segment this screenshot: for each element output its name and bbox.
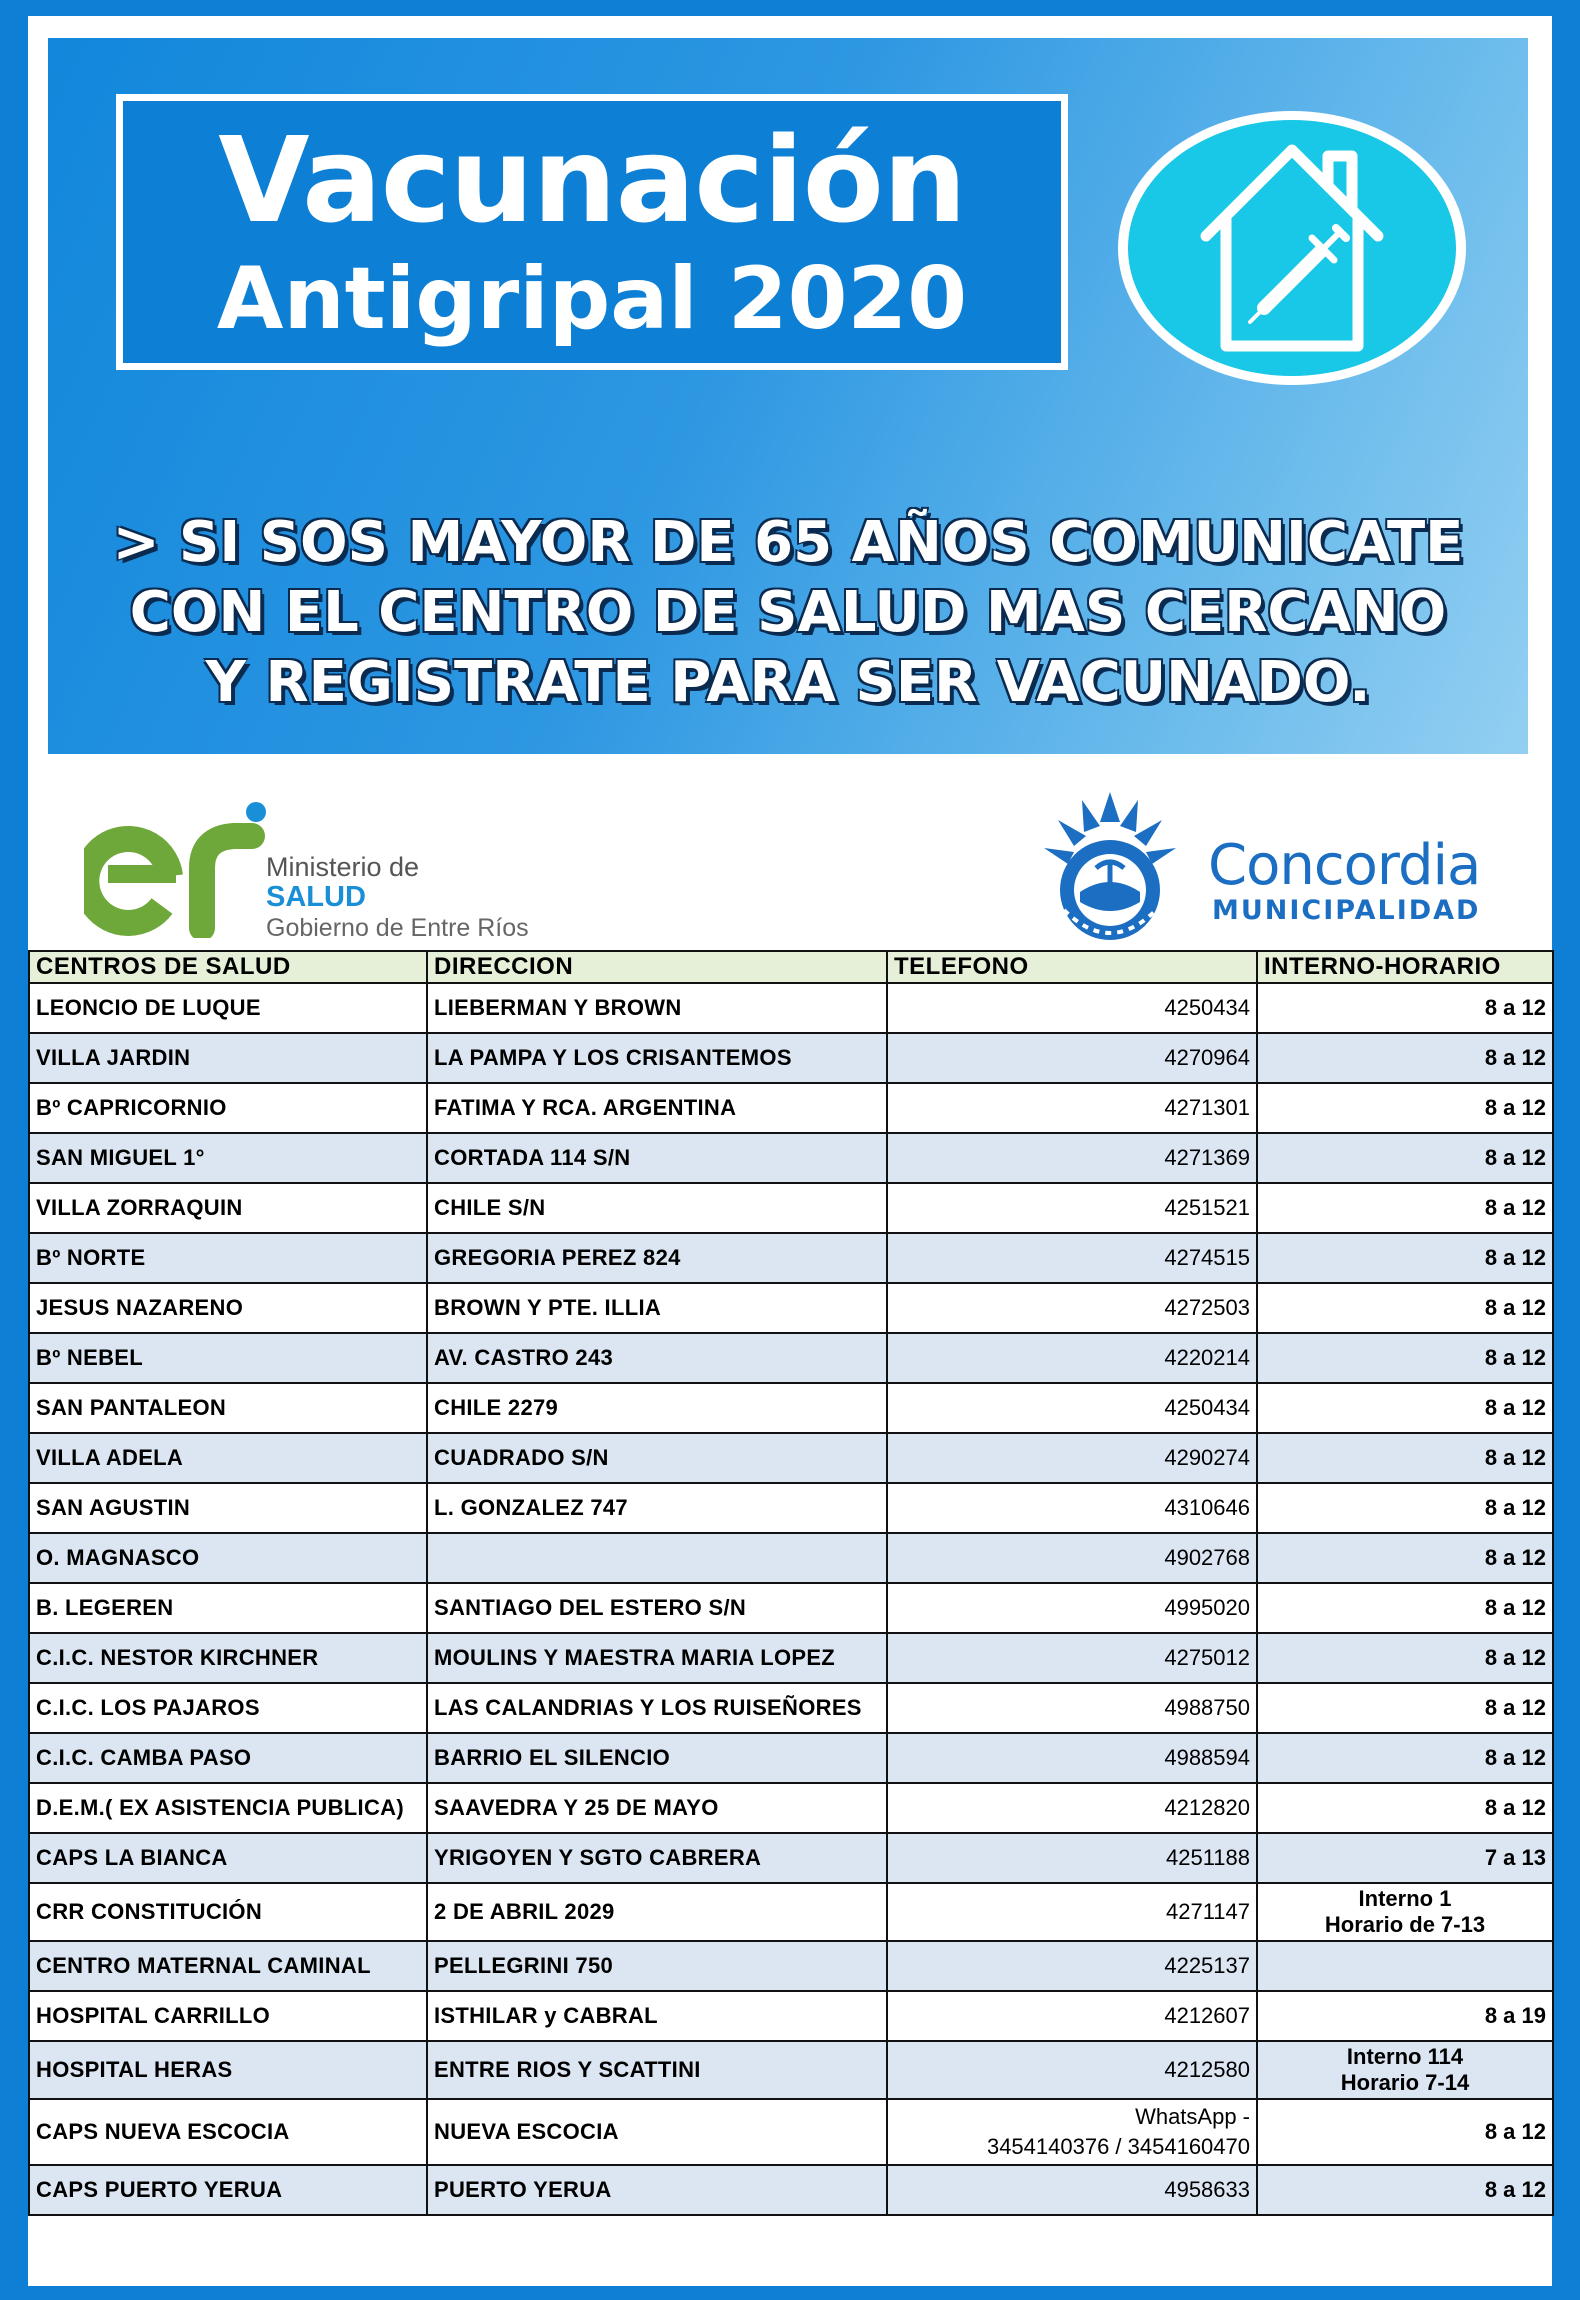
center-address: ENTRE RIOS Y SCATTINI [427, 2041, 887, 2099]
table-row [29, 1883, 1553, 1941]
center-name: C.I.C. LOS PAJAROS [29, 1683, 427, 1733]
center-address: SAAVEDRA Y 25 DE MAYO [427, 1783, 887, 1833]
ministry-line3: Gobierno de Entre Ríos [266, 914, 529, 942]
table-row [29, 1733, 1553, 1783]
center-phone: 4251521 [887, 1183, 1257, 1233]
center-phone: 4271301 [887, 1083, 1257, 1133]
table-row [29, 1333, 1553, 1383]
center-hours [1257, 2041, 1553, 2099]
center-hours: 8 a 12 [1257, 1733, 1553, 1783]
center-hours: 8 a 12 [1257, 983, 1553, 1033]
center-name: CAPS LA BIANCA [29, 1833, 427, 1883]
table-row [29, 1533, 1553, 1583]
center-address: YRIGOYEN Y SGTO CABRERA [427, 1833, 887, 1883]
center-address: SANTIAGO DEL ESTERO S/N [427, 1583, 887, 1633]
center-address [427, 1533, 887, 1583]
header-telefono: TELEFONO [887, 951, 1257, 983]
table-row [29, 1183, 1553, 1233]
center-phone: 4220214 [887, 1333, 1257, 1383]
center-name: LEONCIO DE LUQUE [29, 983, 427, 1033]
center-hours: 8 a 12 [1257, 1433, 1553, 1483]
table-row [29, 2099, 1553, 2165]
table-row [29, 1083, 1553, 1133]
table-row [29, 1941, 1553, 1991]
center-name: C.I.C. NESTOR KIRCHNER [29, 1633, 427, 1683]
center-phone: 4271369 [887, 1133, 1257, 1183]
municipality-sub: MUNICIPALIDAD [1212, 895, 1481, 926]
center-phone: 4310646 [887, 1483, 1257, 1533]
center-hours: 8 a 19 [1257, 1991, 1553, 2041]
center-address: NUEVA ESCOCIA [427, 2099, 887, 2165]
center-address: LIEBERMAN Y BROWN [427, 983, 887, 1033]
center-hours: 8 a 12 [1257, 1083, 1553, 1133]
table-row [29, 1033, 1553, 1083]
table-row [29, 1833, 1553, 1883]
header-direccion: DIRECCION [427, 951, 887, 983]
house-syringe-icon [1114, 108, 1470, 388]
center-address: MOULINS Y MAESTRA MARIA LOPEZ [427, 1633, 887, 1683]
slogan-line: Y REGISTRATE PARA SER VACUNADO. [205, 650, 1371, 715]
municipality-text [1208, 833, 1481, 926]
center-address: 2 DE ABRIL 2029 [427, 1883, 887, 1941]
center-phone: 4988750 [887, 1683, 1257, 1733]
center-interno: Interno 114 [1346, 2044, 1464, 2069]
center-interno: Interno 1 [1358, 1886, 1452, 1911]
center-phone: 4225137 [887, 1941, 1257, 1991]
health-centers-table [28, 950, 1554, 2216]
center-phone [887, 2099, 1257, 2165]
concordia-seal-icon [1042, 792, 1178, 944]
center-address: FATIMA Y RCA. ARGENTINA [427, 1083, 887, 1133]
center-address: PELLEGRINI 750 [427, 1941, 887, 1991]
center-hours: 8 a 12 [1257, 2165, 1553, 2215]
center-name: Bº NEBEL [29, 1333, 427, 1383]
center-hours: 8 a 12 [1257, 1533, 1553, 1583]
center-name: VILLA JARDIN [29, 1033, 427, 1083]
table-row [29, 1991, 1553, 2041]
center-address: GREGORIA PEREZ 824 [427, 1233, 887, 1283]
center-hours: 8 a 12 [1257, 1283, 1553, 1333]
center-address: AV. CASTRO 243 [427, 1333, 887, 1383]
center-name: C.I.C. CAMBA PASO [29, 1733, 427, 1783]
title-box [116, 94, 1068, 370]
table-header-row [29, 951, 1553, 983]
header-interno-horario: INTERNO-HORARIO [1257, 951, 1553, 983]
center-hours [1257, 1883, 1553, 1941]
center-hours: 8 a 12 [1257, 1583, 1553, 1633]
center-hours: 8 a 12 [1257, 1683, 1553, 1733]
center-address: LA PAMPA Y LOS CRISANTEMOS [427, 1033, 887, 1083]
table-row [29, 1433, 1553, 1483]
center-phone: 4212580 [887, 2041, 1257, 2099]
title-line1: Vacunación [218, 111, 966, 249]
center-horario: Horario 7-14 [1340, 2070, 1470, 2095]
slogan [48, 508, 1528, 718]
municipality-name: Concordia [1208, 833, 1481, 898]
table-row [29, 1133, 1553, 1183]
center-name: Bº CAPRICORNIO [29, 1083, 427, 1133]
center-address: PUERTO YERUA [427, 2165, 887, 2215]
table-row [29, 983, 1553, 1033]
center-name: Bº NORTE [29, 1233, 427, 1283]
center-hours: 8 a 12 [1257, 1133, 1553, 1183]
center-phone: 4958633 [887, 2165, 1257, 2215]
center-address: BROWN Y PTE. ILLIA [427, 1283, 887, 1333]
title-line2: Antigripal 2020 [216, 249, 968, 349]
center-phone: 4274515 [887, 1233, 1257, 1283]
center-phone-line2: 3454140376 / 3454160470 [986, 2134, 1250, 2159]
center-hours [1257, 1941, 1553, 1991]
center-phone: 4270964 [887, 1033, 1257, 1083]
slogan-line: > SI SOS MAYOR DE 65 AÑOS COMUNICATE [112, 510, 1464, 575]
center-hours: 8 a 12 [1257, 1783, 1553, 1833]
logos-row [28, 756, 1552, 956]
table-row [29, 1383, 1553, 1433]
banner [48, 38, 1528, 754]
center-phone: 4988594 [887, 1733, 1257, 1783]
ministry-er-logo-icon [84, 798, 284, 938]
center-name: B. LEGEREN [29, 1583, 427, 1633]
center-phone: 4271147 [887, 1883, 1257, 1941]
center-name: CAPS PUERTO YERUA [29, 2165, 427, 2215]
table-row [29, 1783, 1553, 1833]
ministry-text [266, 852, 529, 944]
center-hours: 8 a 12 [1257, 1233, 1553, 1283]
center-name: JESUS NAZARENO [29, 1283, 427, 1333]
center-hours: 7 a 13 [1257, 1833, 1553, 1883]
center-name: CRR CONSTITUCIÓN [29, 1883, 427, 1941]
center-phone: 4995020 [887, 1583, 1257, 1633]
table-row [29, 1233, 1553, 1283]
center-name: HOSPITAL CARRILLO [29, 1991, 427, 2041]
ministry-line1: Ministerio de [266, 852, 420, 882]
center-address: CHILE S/N [427, 1183, 887, 1233]
center-phone: 4212820 [887, 1783, 1257, 1833]
center-phone: 4275012 [887, 1633, 1257, 1683]
center-address: BARRIO EL SILENCIO [427, 1733, 887, 1783]
center-name: CENTRO MATERNAL CAMINAL [29, 1941, 427, 1991]
center-phone: 4212607 [887, 1991, 1257, 2041]
table-row [29, 2165, 1553, 2215]
center-address: CORTADA 114 S/N [427, 1133, 887, 1183]
center-hours: 8 a 12 [1257, 1383, 1553, 1433]
center-hours: 8 a 12 [1257, 1483, 1553, 1533]
slogan-line: CON EL CENTRO DE SALUD MAS CERCANO [129, 580, 1447, 645]
center-address: L. GONZALEZ 747 [427, 1483, 887, 1533]
center-name: SAN AGUSTIN [29, 1483, 427, 1533]
center-horario: Horario de 7-13 [1324, 1912, 1486, 1937]
center-name: CAPS NUEVA ESCOCIA [29, 2099, 427, 2165]
center-hours: 8 a 12 [1257, 2099, 1553, 2165]
table-row [29, 1283, 1553, 1333]
center-name: VILLA ADELA [29, 1433, 427, 1483]
center-address: CUADRADO S/N [427, 1433, 887, 1483]
center-hours: 8 a 12 [1257, 1183, 1553, 1233]
center-phone: 4290274 [887, 1433, 1257, 1483]
center-name: D.E.M.( EX ASISTENCIA PUBLICA) [29, 1783, 427, 1833]
center-name: O. MAGNASCO [29, 1533, 427, 1583]
ministry-line2: SALUD [266, 881, 366, 913]
center-name: SAN MIGUEL 1° [29, 1133, 427, 1183]
center-address: LAS CALANDRIAS Y LOS RUISEÑORES [427, 1683, 887, 1733]
center-hours: 8 a 12 [1257, 1333, 1553, 1383]
table-row [29, 1633, 1553, 1683]
center-name: SAN PANTALEON [29, 1383, 427, 1433]
center-address: CHILE 2279 [427, 1383, 887, 1433]
table-row [29, 2041, 1553, 2099]
center-phone: 4902768 [887, 1533, 1257, 1583]
center-hours: 8 a 12 [1257, 1633, 1553, 1683]
center-phone: 4250434 [887, 1383, 1257, 1433]
poster [28, 16, 1552, 2286]
center-name: HOSPITAL HERAS [29, 2041, 427, 2099]
table-row [29, 1483, 1553, 1533]
center-name: VILLA ZORRAQUIN [29, 1183, 427, 1233]
table-row [29, 1583, 1553, 1633]
header-centros: CENTROS DE SALUD [29, 951, 427, 983]
center-phone: 4251188 [887, 1833, 1257, 1883]
center-phone: 4272503 [887, 1283, 1257, 1333]
center-hours: 8 a 12 [1257, 1033, 1553, 1083]
center-phone-line1: WhatsApp - [1135, 2104, 1250, 2129]
center-address: ISTHILAR y CABRAL [427, 1991, 887, 2041]
center-phone: 4250434 [887, 983, 1257, 1033]
table-row [29, 1683, 1553, 1733]
